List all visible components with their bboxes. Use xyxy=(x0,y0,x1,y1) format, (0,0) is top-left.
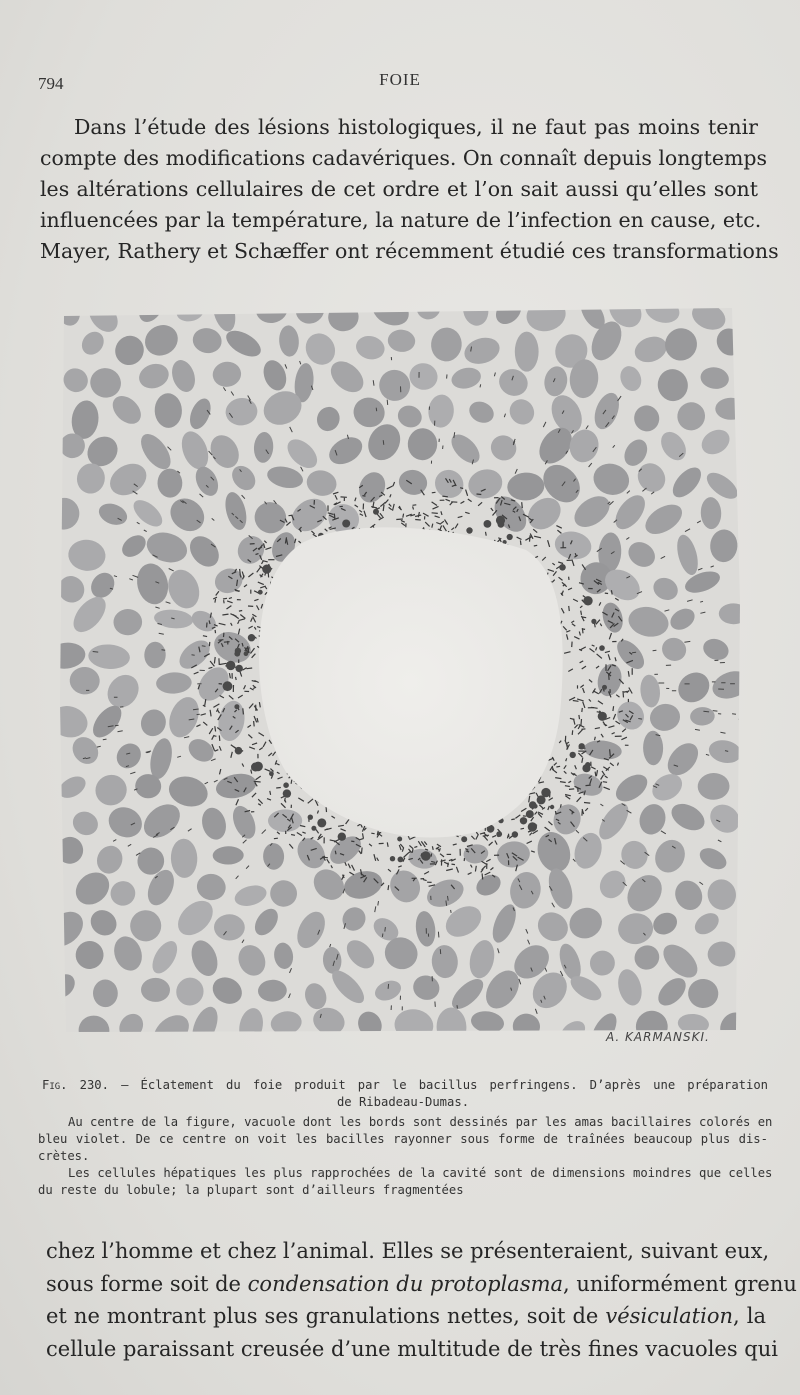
bacillus-trail xyxy=(703,711,709,712)
bacillus-mark xyxy=(603,782,607,783)
bacillus-mark xyxy=(452,864,456,865)
histology-illustration xyxy=(56,302,746,1036)
bacillus-trail xyxy=(378,901,379,905)
bacillus-mark xyxy=(240,569,241,575)
bacillus-mark xyxy=(387,842,388,846)
figure-caption-body xyxy=(38,1114,773,1199)
bacillus-mark xyxy=(432,513,438,514)
bacillus-mark xyxy=(219,735,220,741)
bacillus-trail xyxy=(115,725,119,726)
bacillary-clump xyxy=(550,805,554,809)
bacillus-mark xyxy=(582,708,583,712)
bacillus-mark xyxy=(215,726,216,731)
bacillary-clump xyxy=(283,782,289,788)
bacillary-clump xyxy=(520,817,527,824)
bacillary-clump xyxy=(248,634,255,641)
bacillus-mark xyxy=(582,629,585,630)
bacillus-trail xyxy=(387,400,388,405)
bacillus-mark xyxy=(254,781,261,782)
bacillus-trail xyxy=(438,932,439,938)
bacillus-mark xyxy=(573,701,579,702)
bacillary-clump xyxy=(234,651,240,657)
bacillus-trail xyxy=(93,652,99,653)
bacillus-mark xyxy=(291,780,292,784)
bacillary-clump xyxy=(512,831,518,837)
paragraph-bottom xyxy=(46,1235,797,1365)
bacillary-clump xyxy=(559,564,566,571)
bacillus-mark xyxy=(482,873,483,879)
bacillus-mark xyxy=(291,835,295,836)
bacillary-clump xyxy=(311,826,316,831)
bacillary-clump xyxy=(283,789,291,797)
text-line: compte des modifications cadavériques. On connaît depuis longtemps xyxy=(40,146,768,170)
bacillus-mark xyxy=(403,514,404,518)
bacillary-clump xyxy=(570,752,576,758)
bacillary-clump xyxy=(373,509,379,515)
bacillary-clump xyxy=(484,520,492,528)
bacillus-mark xyxy=(521,828,525,829)
bacillus-mark xyxy=(595,772,596,777)
bacillus-trail xyxy=(202,646,206,647)
bacillus-mark xyxy=(584,803,590,804)
bacillus-mark xyxy=(274,838,278,839)
central-vacuole xyxy=(259,527,563,837)
bacillus-trail xyxy=(739,719,744,720)
bacillary-clump xyxy=(398,857,404,863)
text-line xyxy=(46,1268,797,1301)
bacillary-clump xyxy=(591,619,596,624)
bacillus-mark xyxy=(247,668,253,669)
bacillus-trail xyxy=(162,650,166,651)
bacillary-clump xyxy=(226,661,235,670)
bacillary-clump xyxy=(496,831,502,837)
bacillus-mark xyxy=(595,737,596,741)
bacillus-mark xyxy=(611,590,612,594)
bacillary-clump xyxy=(253,762,263,772)
bacillus-trail xyxy=(388,984,389,989)
bacillus-mark xyxy=(582,617,586,618)
bacillus-mark xyxy=(335,851,336,855)
bacillary-clump xyxy=(421,851,431,861)
bacillary-clump xyxy=(236,665,243,672)
bacillary-clump xyxy=(390,856,395,861)
text-line: influencées par la température, la nature de l’infection en cause, etc. xyxy=(40,208,762,232)
bacillary-clump xyxy=(579,743,585,749)
bacillus-mark xyxy=(432,492,436,493)
bacillus-mark xyxy=(412,849,413,853)
text-line: cellule paraissant creusée d’une multitude de très fines vacuoles qui xyxy=(46,1336,778,1361)
figure-caption-title xyxy=(38,1077,768,1111)
bacillary-clump xyxy=(598,712,607,721)
bacillus-mark xyxy=(511,819,515,820)
hepatic-cell xyxy=(515,332,539,372)
bacillary-clump xyxy=(541,788,550,797)
bacillus-mark xyxy=(322,857,328,858)
bacillus-mark xyxy=(623,691,624,697)
bacillus-mark xyxy=(371,833,374,834)
bacillus-trail xyxy=(83,758,86,759)
bacillary-clump xyxy=(342,520,350,528)
bacillus-mark xyxy=(610,749,611,756)
bacillus-mark xyxy=(223,598,227,599)
bacillary-clump xyxy=(317,818,326,827)
bacillary-clump xyxy=(262,565,271,574)
text-line xyxy=(46,1300,766,1333)
bacillary-clump xyxy=(234,704,239,709)
bacillary-clump xyxy=(466,527,472,533)
caption-line: bleu violet. De ce centre on voit les bacilles rayonner sous forme de traînées beaucoup plus dis- xyxy=(38,1132,768,1146)
bacillus-mark xyxy=(362,848,363,854)
bacillus-mark xyxy=(581,611,582,615)
italic-term: vésiculation xyxy=(605,1304,734,1328)
bacillus-mark xyxy=(224,642,230,643)
bacillus-mark xyxy=(520,540,521,545)
bacillus-mark xyxy=(477,494,482,495)
bacillus-mark xyxy=(243,708,244,714)
bacillus-mark xyxy=(579,715,580,719)
bacillus-mark xyxy=(432,846,433,850)
bacillary-clump xyxy=(397,837,402,842)
bacillus-trail xyxy=(448,896,449,901)
bacillus-mark xyxy=(362,496,365,497)
bacillus-trail xyxy=(193,709,199,710)
caption-title-line: de Ribadeau-Dumas. xyxy=(336,1095,470,1109)
text-segment: et ne montrant plus ses granulations nettes, soit de xyxy=(46,1304,606,1328)
bacillus-trail xyxy=(480,384,481,387)
bacillus-mark xyxy=(460,488,463,489)
bacillus-trail xyxy=(632,652,636,653)
bacillary-clump xyxy=(599,645,605,651)
bacillary-clump xyxy=(244,651,249,656)
bacillus-mark xyxy=(254,721,255,726)
bacillary-clump xyxy=(533,804,538,809)
bacillus-mark xyxy=(565,786,570,787)
bacillus-mark xyxy=(522,502,523,508)
bacillus-trail xyxy=(451,910,452,913)
bacillary-clump xyxy=(507,534,513,540)
artist-signature: A. KARMANSKI. xyxy=(606,1030,710,1044)
bacillus-mark xyxy=(413,505,417,506)
page-number: 794 xyxy=(38,74,64,93)
text-line: les altérations cellulaires de cet ordre et l’on sait aussi qu’elles sont xyxy=(40,177,758,201)
bacillus-mark xyxy=(224,600,225,603)
bacillary-clump xyxy=(269,771,274,776)
italic-term: condensation du protoplasma xyxy=(247,1271,564,1296)
bacillary-clump xyxy=(585,762,590,767)
liver-section-drawing xyxy=(56,302,746,1036)
bacillary-clump xyxy=(583,596,592,605)
bacillus-trail xyxy=(446,901,447,906)
bacillus-mark xyxy=(236,677,237,680)
bacillus-mark xyxy=(276,788,281,789)
bacillary-clump xyxy=(223,681,233,691)
bacillus-mark xyxy=(572,730,573,735)
bacillus-trail xyxy=(103,739,107,740)
caption-line: du reste du lobule; la plupart sont d’ailleurs fragmentées xyxy=(38,1183,464,1197)
caption-title-line xyxy=(38,1077,768,1094)
bacillus-trail xyxy=(638,719,642,720)
bacillus-trail xyxy=(713,711,718,712)
bacillary-clump xyxy=(602,685,607,690)
paragraph-top xyxy=(40,112,779,267)
bacillus-mark xyxy=(581,719,582,726)
bacillary-clump xyxy=(308,815,313,820)
bacillus-mark xyxy=(534,545,537,546)
bacillus-trail xyxy=(376,408,377,412)
bacillus-trail xyxy=(653,650,657,651)
bacillus-mark xyxy=(239,611,242,612)
bacillus-trail xyxy=(383,440,384,445)
caption-line: Les cellules hépatiques les plus rapprochées de la cavité sont de dimensions moindres que celles xyxy=(68,1166,773,1180)
bacillary-clump xyxy=(498,521,505,528)
figure-label: Fig. 230. xyxy=(42,1078,109,1092)
bacillary-clump xyxy=(235,747,243,755)
bacillus-mark xyxy=(215,599,216,603)
bacillus-mark xyxy=(270,791,271,795)
bacillus-mark xyxy=(383,505,384,512)
bacillus-mark xyxy=(569,606,570,611)
bacillary-clump xyxy=(528,822,537,831)
bacillary-clump xyxy=(258,590,263,595)
bacillus-mark xyxy=(214,657,215,664)
bacillus-mark xyxy=(431,854,432,857)
bacillus-mark xyxy=(613,706,614,711)
caption-line: Au centre de la figure, vacuole dont les bords sont dessinés par les amas bacillaires colorés en xyxy=(68,1115,773,1129)
hepatic-cell xyxy=(715,398,746,420)
bacillus-mark xyxy=(586,785,591,786)
bacillus-mark xyxy=(486,532,487,536)
bacillary-clump xyxy=(526,810,534,818)
bacillus-mark xyxy=(569,789,574,790)
bacillus-mark xyxy=(415,520,421,521)
text-line: Dans l’étude des lésions histologiques, il ne faut pas moins tenir xyxy=(74,115,758,139)
text-segment: , uniformément grenu xyxy=(563,1271,797,1296)
caption-line: crètes. xyxy=(38,1149,90,1163)
running-head: FOIE xyxy=(379,70,421,89)
text-line: Mayer, Rathery et Schæffer ont récemment étudié ces transformations xyxy=(40,239,779,263)
bacillus-mark xyxy=(556,766,560,767)
text-line: chez l’homme et chez l’animal. Elles se présenteraient, suivant eux, xyxy=(46,1239,770,1263)
bacillus-mark xyxy=(351,841,354,842)
bacillus-mark xyxy=(448,863,449,867)
bacillus-trail xyxy=(385,927,386,932)
caption-title-text: — Éclatement du foie produit par le bacillus perfringens. D’après une préparation xyxy=(121,1078,769,1092)
bacillus-trail xyxy=(382,934,383,937)
text-segment: , la xyxy=(733,1304,766,1328)
bacillus-mark xyxy=(388,885,389,890)
bacillus-mark xyxy=(442,496,448,497)
text-segment: sous forme soit de xyxy=(46,1271,248,1296)
bacillus-mark xyxy=(396,519,403,520)
bacillus-mark xyxy=(235,591,240,592)
bacillus-mark xyxy=(560,804,561,807)
bacillary-clump xyxy=(338,833,346,841)
bacillary-clump xyxy=(461,836,467,842)
